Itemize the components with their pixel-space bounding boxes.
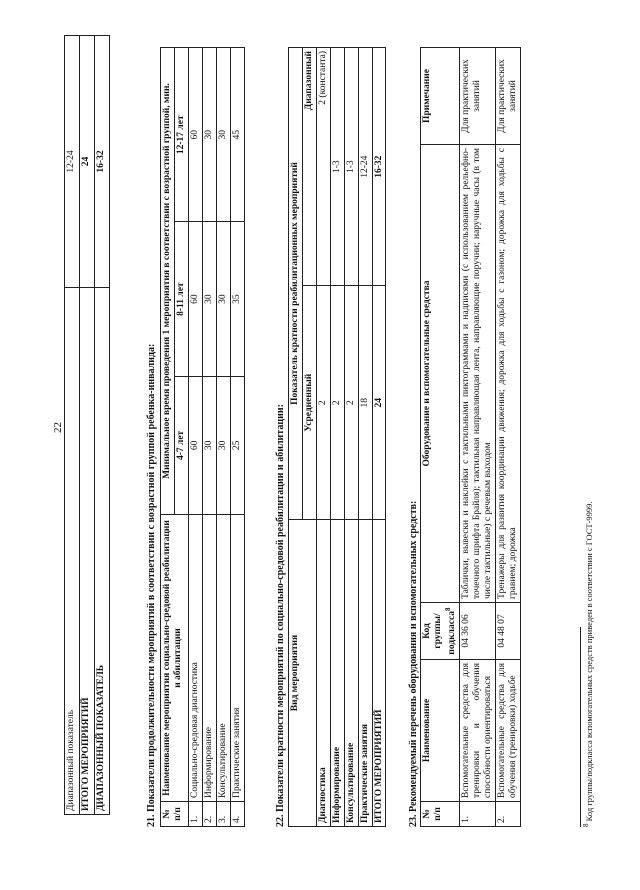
age-header: 8-11 лет [174,222,188,376]
table-cell: Консультирование [344,520,358,827]
table-cell: 60 [188,376,202,514]
table-cell: 35 [230,222,244,376]
table-cell: 30 [216,48,230,222]
table-cell: Диапазонный показатель [65,288,80,815]
table-cell: 18 [358,286,372,520]
table-cell: 4. [230,802,244,827]
table-row [95,36,110,815]
table-row [358,48,372,827]
section-22-heading: 22. Показатели кратности мероприятий по социально-средовой реабилитации и абилитации: [275,404,286,827]
table-cell: 2. [202,802,216,827]
table-cell: Для практических занятий [459,48,495,145]
table-cell: Информирование [202,515,216,802]
table-row [316,48,330,827]
footnote-text: Код группы/подкласса вспомогательных средств приведен в соответствии с ГОСТ-9999. [583,501,594,822]
table-cell: Практические занятия [358,520,372,827]
equipment-table [420,47,521,827]
table-row [230,48,244,827]
footnote [582,501,595,827]
col-header-num: № п/п [161,802,189,827]
col-header-time: Минимальное время проведения 1 мероприятия в соответствии с возрастной группой, мин. [161,48,175,515]
page-number: 22 [52,422,64,433]
col-header-kind: Вид мероприятия [289,520,317,827]
col-header-name: Наименование [421,660,460,802]
table-cell: 60 [188,222,202,376]
table-row [495,48,520,827]
table-row [188,48,202,827]
frequency-table [288,47,386,827]
table-cell: ДИАПАЗОННЫЙ ПОКАЗАТЕЛЬ [95,288,110,815]
table-cell: Консультирование [216,515,230,802]
range-summary-table [64,35,110,815]
table-cell: Социально-средовая диагностика [188,515,202,802]
table-cell: Вспомогательные средства для тренировки и обучения способности ориентироваться [459,660,495,802]
table-cell: 24 [80,36,95,288]
table-cell: 1-3 [344,48,358,286]
table-cell: 1-3 [330,48,344,286]
rotated-content [20,25,620,865]
table-cell: Практические занятия [230,515,244,802]
table-cell: 04 48 07 [495,603,520,660]
table-cell: 30 [202,48,216,222]
col-header-equip: Оборудование и вспомогательные средства [421,145,460,603]
col-header-name: Наименование мероприятия социально-средовой реабилитации и абилитации [161,515,189,802]
col-header-note: Примечание [421,48,460,145]
col-header-num: № п/п [421,802,460,827]
table-cell: 2 (константа) [316,48,330,286]
table-row [202,48,216,827]
table-cell: 1. [188,802,202,827]
table-cell: 12-24 [358,48,372,286]
table-cell: 3. [216,802,230,827]
table-cell: 2 [344,286,358,520]
table-row [80,36,95,815]
table-cell: 1. [459,802,495,827]
table-cell: 2. [495,802,520,827]
footnote-mark: 8 [582,823,590,827]
table-header-row [421,48,460,827]
table-cell: 60 [188,48,202,222]
table-row [330,48,344,827]
table-cell: Тренажеры для развития координации движения; дорожка для ходьбы с газоном; дорожка для ходьбы с гравием; дорожка [495,145,520,603]
table-cell: Таблички, вывески и наклейки с тактильными пиктограммами и надписями (с использованием рельефно-точечного шрифта Брайля); тактильная направляющая лента, направляющие поручни; наручные часы (в том числе тактильные) с речевым выходом [459,145,495,603]
table-cell: 45 [230,48,244,222]
table-cell: 2 [316,286,330,520]
footnote-mark: 8 [443,607,452,611]
duration-table [160,47,245,827]
col-header-avg: Усредненный [302,286,316,520]
table-row [344,48,358,827]
section-21-heading: 21. Показатели продолжительности мероприятий в соответствии с возрастной группой ребенка-инвалида: [146,343,157,827]
table-cell: 30 [202,376,216,514]
table-cell: 30 [216,222,230,376]
table-row [459,48,495,827]
table-cell: ИТОГО МЕРОПРИЯТИЙ [372,520,386,827]
table-cell: 12-24 [65,36,80,288]
age-header: 12-17 лет [174,48,188,222]
table-cell: Информирование [330,520,344,827]
table-row [216,48,230,827]
age-header: 4-7 лет [174,376,188,514]
col-header-code: Код группы/ подкласса$^8$ [421,603,460,660]
table-cell: 16-32 [372,48,386,286]
table-cell: 25 [230,376,244,514]
table-header-row [289,48,303,827]
table-row [65,36,80,815]
table-header-row [161,48,175,827]
table-cell: 30 [216,376,230,514]
table-cell: Для практических занятий [495,48,520,145]
table-row [372,48,386,827]
footnote-divider [580,627,581,827]
table-cell: 24 [372,286,386,520]
section-23-heading: 23. Рекомендуемый перечень оборудования и вспомогательных средств: [408,500,419,827]
table-cell: Вспомогательные средства для обучения (тренировки) ходьбе [495,660,520,802]
table-cell: 30 [202,222,216,376]
col-header-range: Диапазонный [302,48,316,286]
table-cell: Диагностика [316,520,330,827]
table-cell: 16-32 [95,36,110,288]
table-cell: ИТОГО МЕРОПРИЯТИЙ [80,288,95,815]
col-header-rate: Показатель кратности реабилитационных мероприятий [289,48,303,520]
table-cell: 04 36 06 [459,603,495,660]
table-cell: 2 [330,286,344,520]
